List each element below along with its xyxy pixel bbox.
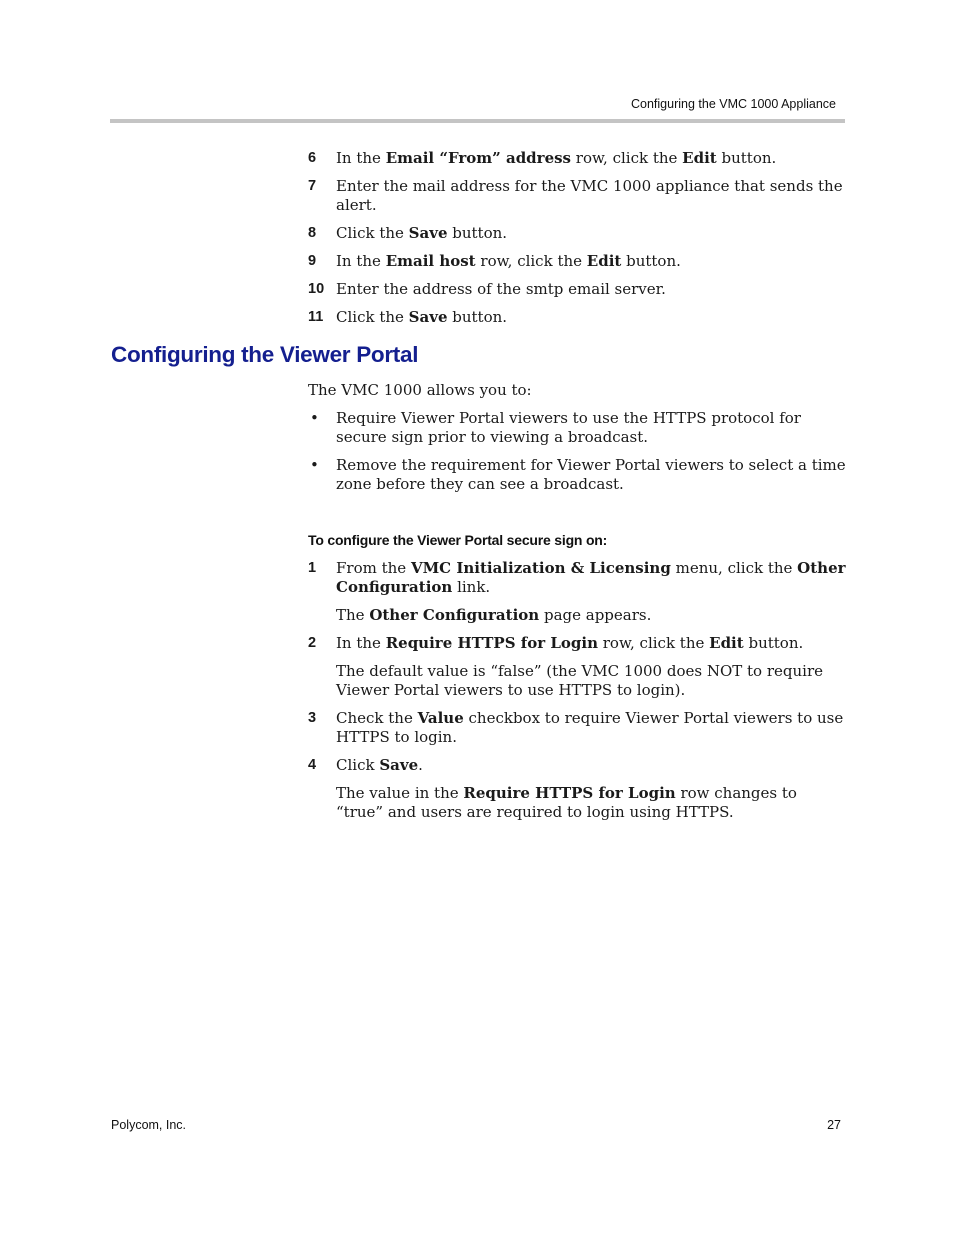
step-2-result: The default value is “false” (the VMC 1000 does NOT to require Viewer Portal viewers to use HTTPS to login). [336,662,824,699]
procedure-heading: To configure the Viewer Portal secure sign on: [308,532,608,548]
step-9: 9 In the Email host row, click the Edit button. [308,252,681,270]
header-rule [110,119,845,123]
footer-company: Polycom, Inc. [111,1118,187,1132]
section-heading: Configuring the Viewer Portal [111,342,419,367]
footer-page-number: 27 [827,1118,841,1132]
step-11: 11 Click the Save button. [308,308,508,326]
step-7: 7 Enter the mail address for the VMC 1000 appliance that sends the alert. [308,177,843,214]
procedure-step-1: 1 From the VMC Initialization & Licensing menu, click the Other Configuration link. [308,559,846,596]
step-1-result: The Other Configuration page appears. [336,606,652,624]
procedure-step-4: 4 Click Save. [308,756,423,774]
procedure-step-2: 2 In the Require HTTPS for Login row, click the Edit button. [308,634,804,652]
step-4-result: The value in the Require HTTPS for Login row changes to “true” and users are required to login using HTTPS. [336,784,797,821]
procedure-steps [308,559,848,822]
steps-continued [308,149,848,327]
step-8: 8 Click the Save button. [308,224,508,242]
step-6: 6 In the Email “From” address row, click the Edit button. [308,149,777,167]
step-10: 10 Enter the address of the smtp email server. [308,280,666,298]
section-intro-block [308,381,848,494]
bullet-item: • Remove the requirement for Viewer Portal viewers to select a time zone before they can see a broadcast. [310,456,846,493]
intro-text: The VMC 1000 allows you to: [308,381,532,399]
procedure-step-3: 3 Check the Value checkbox to require Viewer Portal viewers to use HTTPS to login. [308,709,844,746]
running-header: Configuring the VMC 1000 Appliance [631,97,836,111]
bullet-item: • Require Viewer Portal viewers to use the HTTPS protocol for secure sign prior to viewing a broadcast. [310,409,801,446]
